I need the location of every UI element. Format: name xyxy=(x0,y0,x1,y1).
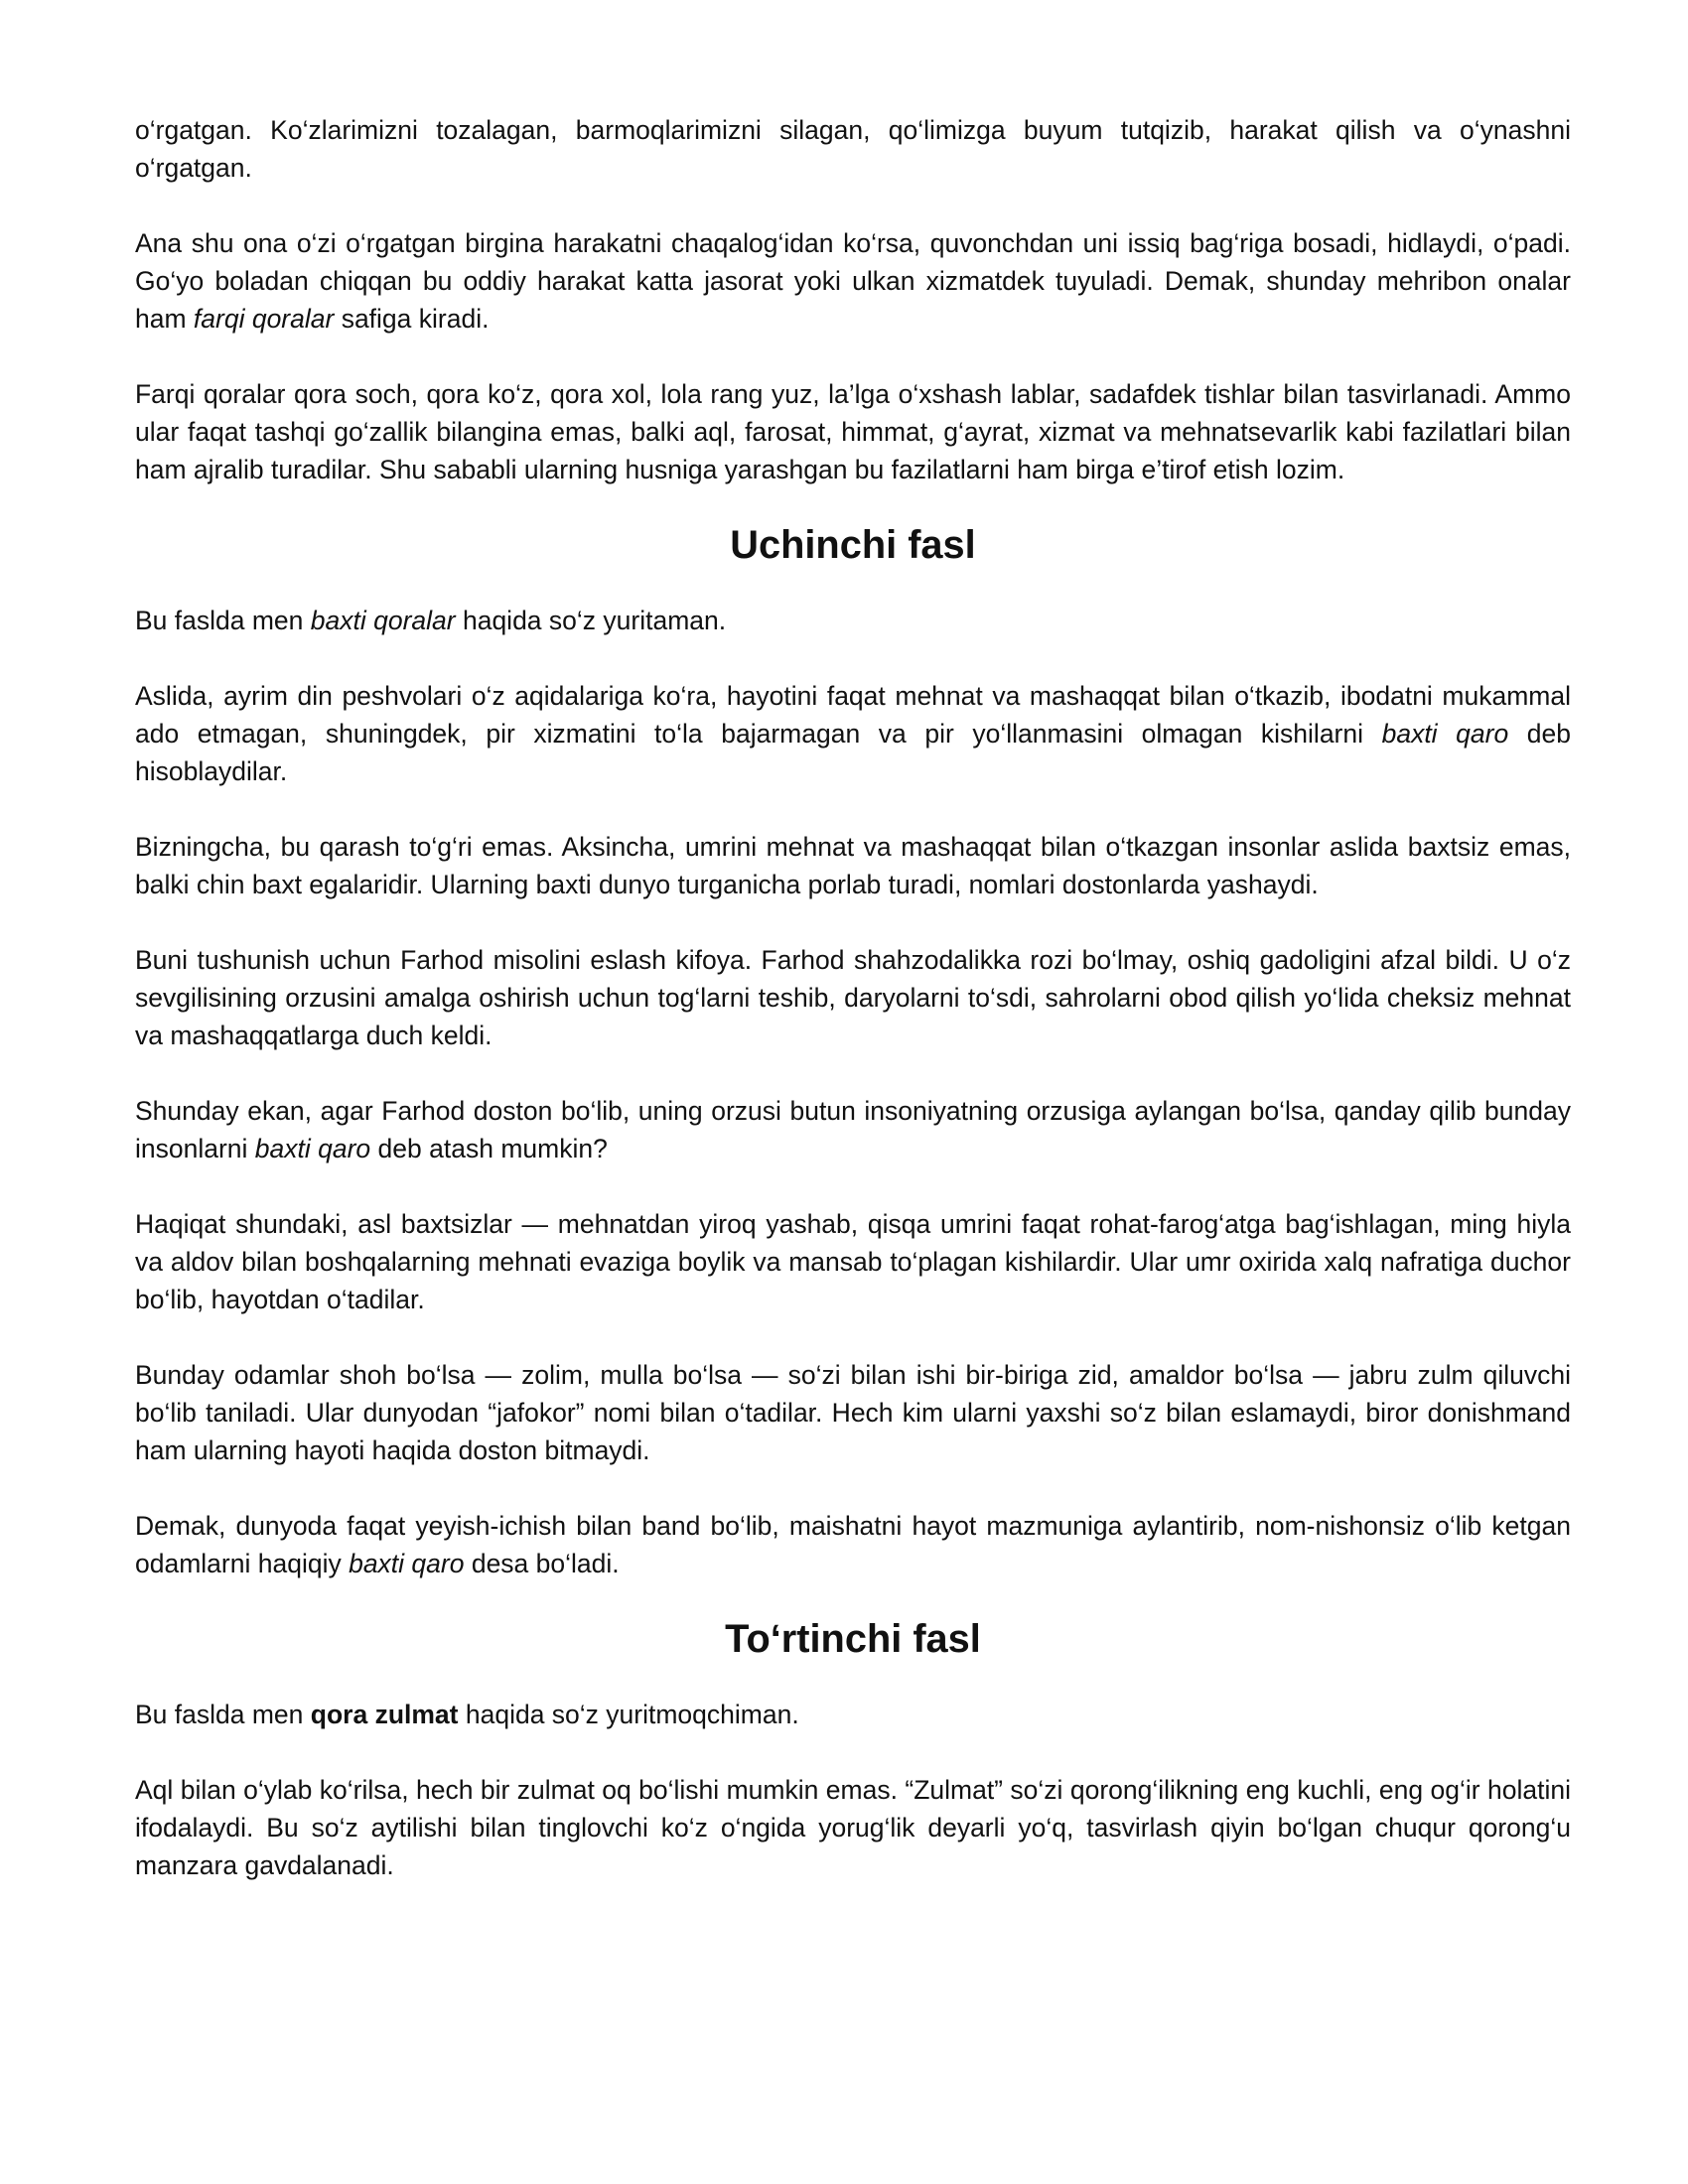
paragraph-2-text-b: safiga kiradi. xyxy=(334,304,490,334)
paragraph-4-text-a: Bu faslda men xyxy=(135,606,311,635)
section-heading-fourth: To‘rtinchi fasl xyxy=(725,1617,981,1661)
paragraph-8-text-b: deb atash mumkin? xyxy=(370,1134,608,1163)
paragraph-5-italic: baxti qaro xyxy=(1381,719,1509,749)
paragraph-1: o‘rgatgan. Ko‘zlarimizni tozalagan, barmoqlarimizni silagan, qo‘limizga buyum tutqizib, harakat qilish va o‘ynashni o‘rgatgan. xyxy=(135,115,1571,183)
paragraph-11-italic: baxti qaro xyxy=(349,1549,465,1578)
paragraph-9: Haqiqat shundaki, asl baxtsizlar — mehnatdan yiroq yashab, qisqa umrini faqat rohat-farog‘atga bag‘ishlagan, ming hiyla va aldov bilan boshqalarning mehnati evaziga boylik va mansab to‘plagan kishilardir. Ular umr oxirida xalq nafratiga duchor bo‘lib, hayotdan o‘tadilar. xyxy=(135,1209,1571,1314)
document-page xyxy=(135,111,1571,1922)
paragraph-2-text-a: Ana shu ona o‘zi o‘rgatgan birgina harakatni chaqalog‘idan ko‘rsa, quvonchdan uni issiq bag‘riga bosadi, hidlaydi, o‘padi. Go‘yo boladan chiqqan bu oddiy harakat katta jasorat yoki ulkan xizmatdek tuyuladi. Demak, shunday mehribon onalar ham xyxy=(135,228,1571,334)
paragraph-12-text-a: Bu faslda men xyxy=(135,1700,311,1729)
paragraph-4-italic: baxti qoralar xyxy=(310,606,456,635)
paragraph-12-text-b: haqida so‘z yuritmoqchiman. xyxy=(458,1700,799,1729)
paragraph-5-text-a: Aslida, ayrim din peshvolari o‘z aqidalariga ko‘ra, hayotini faqat mehnat va mashaqqat bilan o‘tkazib, ibodatni mukammal ado etmagan, shuningdek, pir xizmatini to‘la bajarmagan va pir yo‘llanmasini olmagan kishilarni xyxy=(135,681,1571,749)
paragraph-3: Farqi qoralar qora soch, qora ko‘z, qora xol, lola rang yuz, la’lga o‘xshash lablar, sadafdek tishlar bilan tasvirlanadi. Ammo ular faqat tashqi go‘zallik bilangina emas, balki aql, farosat, himmat, g‘ayrat, xizmat va mehnatsevarlik kabi fazilatlari bilan ham ajralib turadilar. Shu sababli ularning husniga yarashgan bu fazilatlarni ham birga e’tirof etish lozim. xyxy=(135,379,1571,484)
paragraph-4 xyxy=(135,602,1571,639)
paragraph-4-text-b: haqida so‘z yuritaman. xyxy=(455,606,727,635)
paragraph-11-text-b: desa bo‘ladi. xyxy=(464,1549,620,1578)
paragraph-5 xyxy=(135,677,1571,790)
paragraph-10: Bunday odamlar shoh bo‘lsa — zolim, mulla bo‘lsa — so‘zi bilan ishi bir-biriga zid, amaldor bo‘lsa — jabru zulm qiluvchi bo‘lib taniladi. Ular dunyodan “jafokor” nomi bilan o‘tadilar. Hech kim ularni yaxshi so‘z bilan eslamaydi, biror donishmand ham ularning hayoti haqida doston bitmaydi. xyxy=(135,1360,1571,1465)
paragraph-5-text-b: deb hisoblaydilar. xyxy=(135,719,1571,786)
paragraph-12-bold: qora zulmat xyxy=(310,1700,459,1729)
paragraph-2 xyxy=(135,224,1571,338)
paragraph-11-text-a: Demak, dunyoda faqat yeyish-ichish bilan band bo‘lib, maishatni hayot mazmuniga aylantirib, nom-nishonsiz o‘lib ketgan odamlarni haqiqiy xyxy=(135,1511,1571,1578)
paragraph-7: Buni tushunish uchun Farhod misolini eslash kifoya. Farhod shahzodalikka rozi bo‘lmay, oshiq gadoligini afzal bildi. U o‘z sevgilisining orzusini amalga oshirish uchun tog‘larni teshib, daryolarni to‘sdi, sahrolarni obod qilish yo‘lida cheksiz mehnat va mashaqqatlarga duch keldi. xyxy=(135,945,1571,1050)
paragraph-8-italic: baxti qaro xyxy=(254,1134,371,1163)
section-heading-third: Uchinchi fasl xyxy=(730,523,976,567)
paragraph-12 xyxy=(135,1696,1571,1733)
paragraph-8 xyxy=(135,1092,1571,1167)
paragraph-13: Aql bilan o‘ylab ko‘rilsa, hech bir zulmat oq bo‘lishi mumkin emas. “Zulmat” so‘zi qorong‘ilikning eng kuchli, eng og‘ir holatini ifodalaydi. Bu so‘z aytilishi bilan tinglovchi ko‘z o‘ngida yorug‘lik deyarli yo‘q, tasvirlash qiyin bo‘lgan chuqur qorong‘u manzara gavdalanadi. xyxy=(135,1775,1571,1880)
paragraph-2-italic: farqi qoralar xyxy=(193,304,335,334)
paragraph-8-text-a: Shunday ekan, agar Farhod doston bo‘lib, uning orzusi butun insoniyatning orzusiga aylangan bo‘lsa, qanday qilib bunday insonlarni xyxy=(135,1096,1571,1163)
paragraph-11 xyxy=(135,1507,1571,1582)
paragraph-6: Bizningcha, bu qarash to‘g‘ri emas. Aksincha, umrini mehnat va mashaqqat bilan o‘tkazgan insonlar aslida baxtsiz emas, balki chin baxt egalaridir. Ularning baxti dunyo turganicha porlab turadi, nomlari dostonlarda yashaydi. xyxy=(135,832,1571,899)
